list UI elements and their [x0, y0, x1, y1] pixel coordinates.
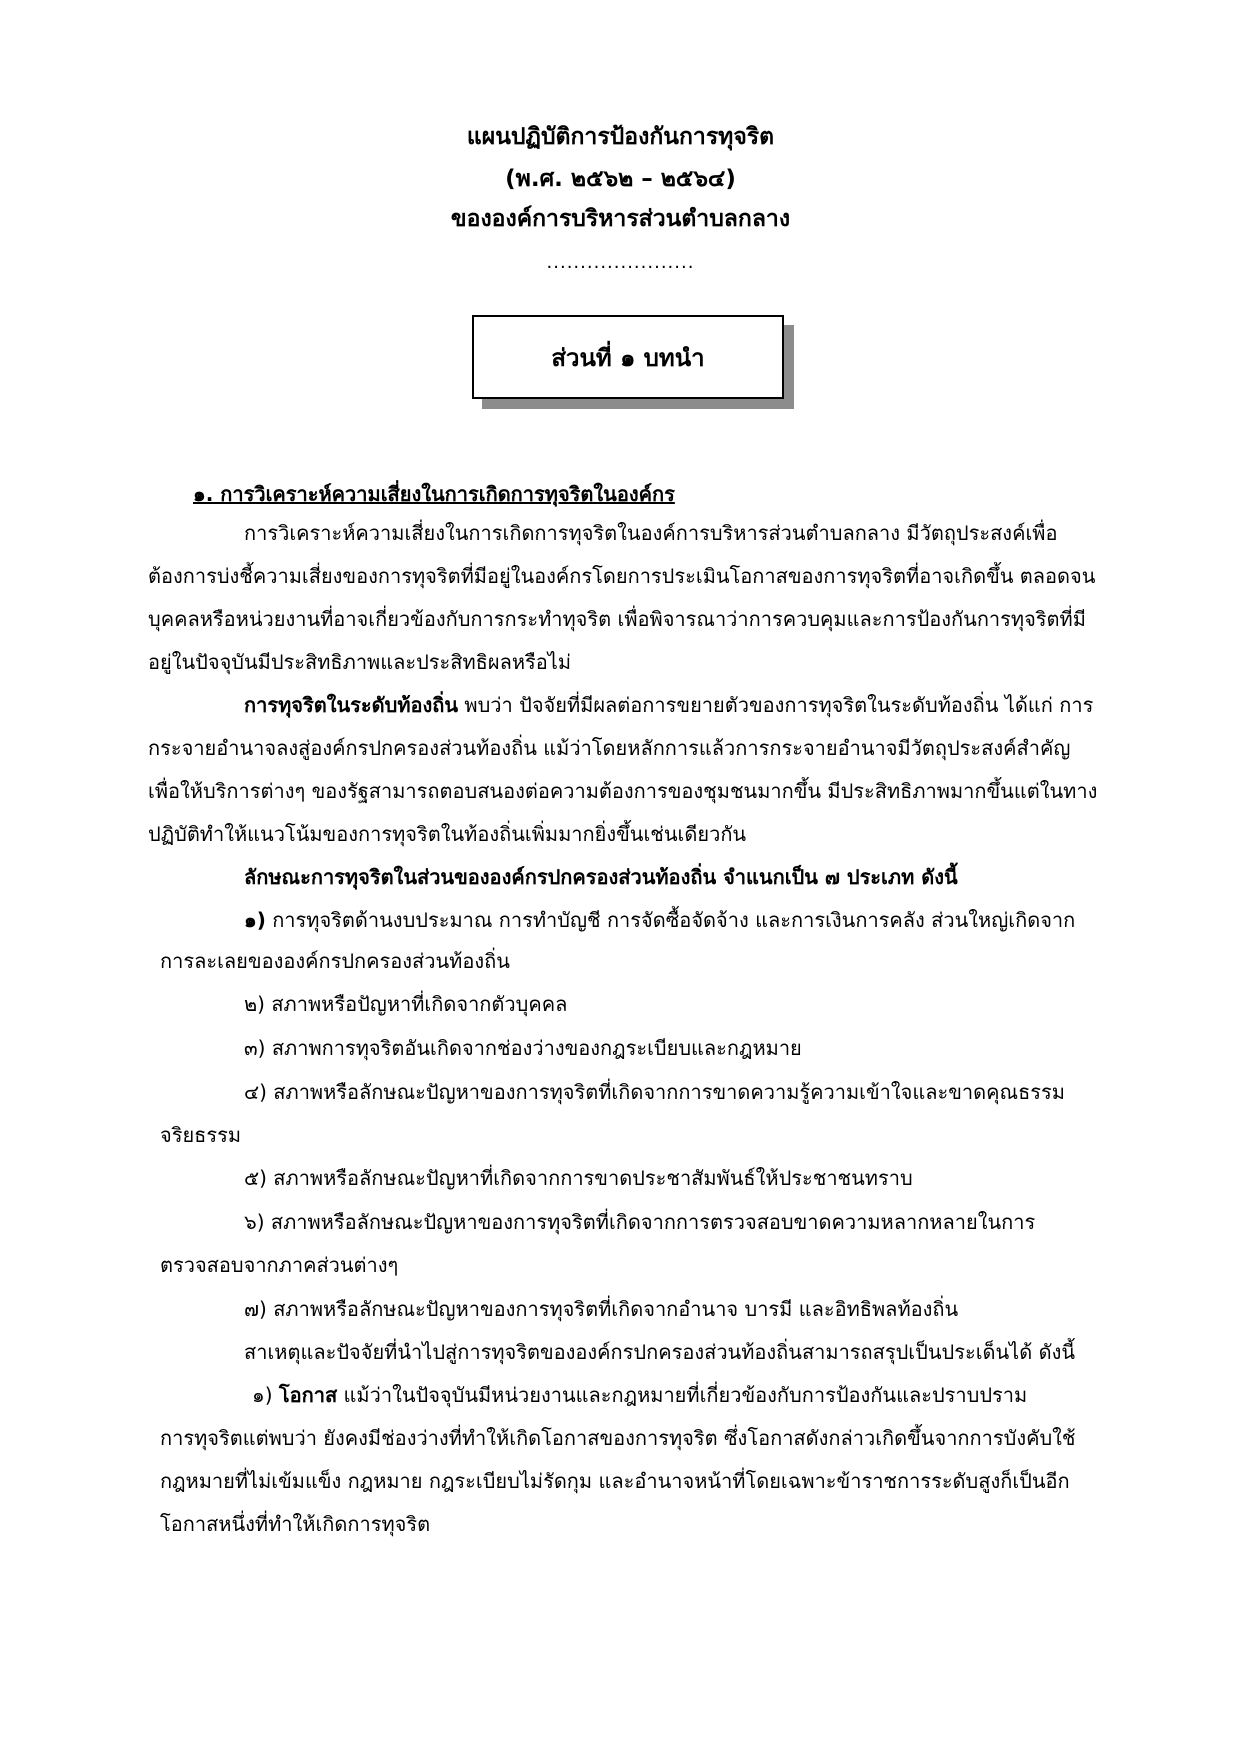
- section-label-box: [472, 315, 784, 399]
- paragraph-line: กฎหมายที่ไม่เข้มแข็ง กฎหมาย กฎระเบียบไม่รัดกุม และอำนาจหน้าที่โดยเฉพาะข้าราชการระดับสูงก็เป็นอีก: [160, 1469, 1070, 1493]
- section-label: ส่วนที่ ๑ บทนำ: [551, 343, 705, 372]
- document-organization: ขององค์การบริหารส่วนตำบลกลาง: [450, 206, 791, 232]
- paragraph-line: กระจายอำนาจลงสู่องค์กรปกครองส่วนท้องถิ่น แม้ว่าโดยหลักการแล้วการกระจายอำนาจมีวัตถุประสงค์สำคัญ: [148, 736, 1071, 760]
- list-item: ๖) สภาพหรือลักษณะปัญหาของการทุจริตที่เกิดจากการตรวจสอบขาดความหลากหลายในการ: [244, 1210, 1036, 1234]
- types-intro: ลักษณะการทุจริตในส่วนขององค์กรปกครองส่วนท้องถิ่น จำแนกเป็น ๗ ประเภท ดังนี้: [244, 865, 958, 889]
- list-text: การทุจริตด้านงบประมาณ การทำบัญชี การจัดซื้อจัดจ้าง และการเงินการคลัง ส่วนใหญ่เกิดจาก: [265, 908, 1076, 932]
- list-item-continuation: ตรวจสอบจากภาคส่วนต่างๆ: [160, 1253, 399, 1277]
- list-item: ๔) สภาพหรือลักษณะปัญหาของการทุจริตที่เกิดจากการขาดความรู้ความเข้าใจและขาดคุณธรรม: [244, 1080, 1065, 1104]
- document-period: (พ.ศ. ๒๕๖๒ – ๒๕๖๔): [505, 166, 736, 192]
- paragraph-line: [244, 691, 1093, 719]
- bold-term: การทุจริตในระดับท้องถิ่น: [244, 693, 459, 717]
- paragraph-line: บุคคลหรือหน่วยงานที่อาจเกี่ยวข้องกับการกระทำทุจริต เพื่อพิจารณาว่าการควบคุมและการป้องกันการทุจริตที่มี: [148, 607, 1086, 631]
- cause-item: [252, 1381, 1027, 1409]
- paragraph-line: การวิเคราะห์ความเสี่ยงในการเกิดการทุจริตในองค์การบริหารส่วนตำบลกลาง มีวัตถุประสงค์เพื่อ: [244, 521, 1058, 545]
- section-heading: ๑. การวิเคราะห์ความเสี่ยงในการเกิดการทุจริตในองค์กร: [193, 482, 675, 506]
- paragraph-line: ต้องการบ่งชี้ความเสี่ยงของการทุจริตที่มีอยู่ในองค์กรโดยการประเมินโอกาสของการทุจริตที่อาจเกิดขึ้น ตลอดจน: [148, 564, 1096, 588]
- list-item-continuation: การละเลยขององค์กรปกครองส่วนท้องถิ่น: [160, 949, 510, 973]
- paragraph-line: อยู่ในปัจจุบันมีประสิทธิภาพและประสิทธิผลหรือไม่: [148, 650, 572, 674]
- list-item-continuation: จริยธรรม: [160, 1123, 242, 1147]
- paragraph-line: โอกาสหนึ่งที่ทำให้เกิดการทุจริต: [160, 1512, 431, 1536]
- list-item: ๓) สภาพการทุจริตอันเกิดจากช่องว่างของกฎระเบียบและกฎหมาย: [244, 1036, 802, 1060]
- bold-term: โอกาส: [278, 1383, 338, 1407]
- title-separator-dots: ......................: [546, 252, 695, 273]
- cause-number: ๑): [252, 1383, 273, 1407]
- paragraph-line: ปฏิบัติทำให้แนวโน้มของการทุจริตในท้องถิ่นเพิ่มมากยิ่งขึ้นเช่นเดียวกัน: [148, 822, 747, 846]
- causes-intro: สาเหตุและปัจจัยที่นำไปสู่การทุจริตขององค์กรปกครองส่วนท้องถิ่นสามารถสรุปเป็นประเด็นได้ ดังนี้: [244, 1340, 1076, 1364]
- document-title: แผนปฏิบัติการป้องกันการทุจริต: [466, 124, 775, 150]
- paragraph-line: เพื่อให้บริการต่างๆ ของรัฐสามารถตอบสนองต่อความต้องการของชุมชนมากขึ้น มีประสิทธิภาพมากขึ้นแต่ในทาง: [148, 779, 1098, 803]
- list-item: [244, 906, 1075, 934]
- paragraph-line: การทุจริตแต่พบว่า ยังคงมีช่องว่างที่ทำให้เกิดโอกาสของการทุจริต ซึ่งโอกาสดังกล่าวเกิดขึ้นจากการบังคับใช้: [160, 1426, 1076, 1450]
- paragraph-text: พบว่า ปัจจัยที่มีผลต่อการขยายตัวของการทุจริตในระดับท้องถิ่น ได้แก่ การ: [458, 693, 1094, 717]
- list-number: ๑): [244, 908, 266, 932]
- cause-text: แม้ว่าในปัจจุบันมีหน่วยงานและกฎหมายที่เกี่ยวข้องกับการป้องกันและปราบปราม: [337, 1383, 1028, 1407]
- list-item: ๕) สภาพหรือลักษณะปัญหาที่เกิดจากการขาดประชาสัมพันธ์ให้ประชาชนทราบ: [244, 1166, 913, 1190]
- list-item: ๗) สภาพหรือลักษณะปัญหาของการทุจริตที่เกิดจากอำนาจ บารมี และอิทธิพลท้องถิ่น: [244, 1297, 959, 1321]
- list-item: ๒) สภาพหรือปัญหาที่เกิดจากตัวบุคคล: [244, 992, 568, 1016]
